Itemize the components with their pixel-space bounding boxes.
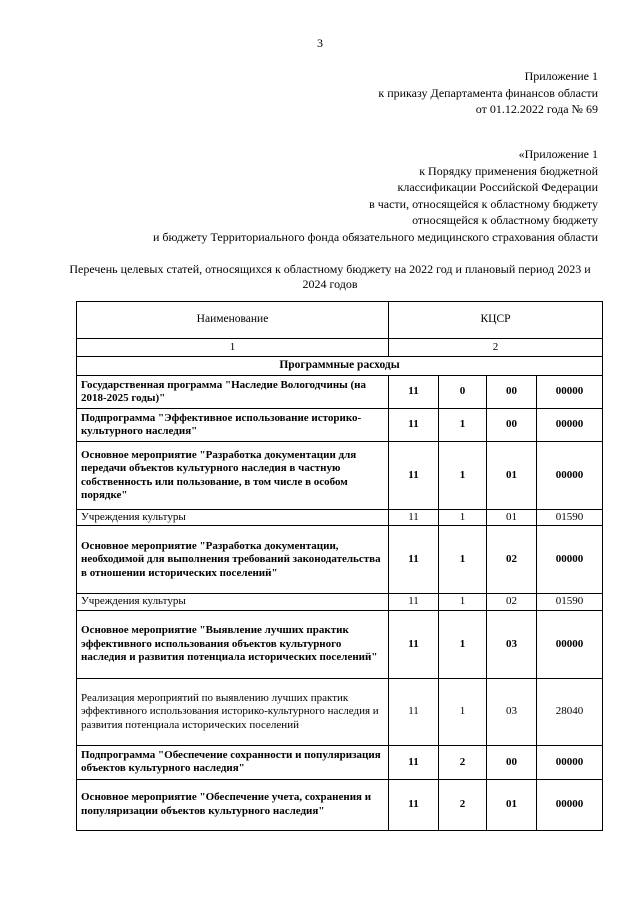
code-part-4: 00000 [537,376,603,409]
row-name: Реализация мероприятий по выявлению лучших практик эффективного использования историко-культурного наследия и развития потенциала исторических поселений [77,678,389,745]
code-part-3: 01 [487,779,537,830]
row-name: Учреждения культуры [77,510,389,526]
code-part-4: 01590 [537,510,603,526]
code-part-1: 11 [389,510,439,526]
code-part-2: 1 [439,510,487,526]
code-part-1: 11 [389,594,439,610]
code-part-2: 1 [439,594,487,610]
code-part-2: 1 [439,442,487,510]
table-row [77,678,603,745]
code-part-1: 11 [389,376,439,409]
code-part-2: 1 [439,526,487,594]
appendix-line: к приказу Департамента финансов области [378,85,598,100]
code-part-4: 00000 [537,745,603,779]
column-number-row [77,339,603,357]
header-name: Наименование [77,302,389,339]
row-name: Государственная программа "Наследие Вологодчины (на 2018-2025 годы)" [77,376,389,409]
header-code: КЦСР [389,302,603,339]
code-part-3: 01 [487,510,537,526]
code-part-3: 03 [487,610,537,678]
code-part-2: 2 [439,779,487,830]
code-part-1: 11 [389,409,439,442]
table-row [77,409,603,442]
code-part-1: 11 [389,678,439,745]
kcsr-table [76,301,603,831]
row-name: Подпрограмма "Эффективное использование историко-культурного наследия" [77,409,389,442]
table-row [77,510,603,526]
row-name: Основное мероприятие "Выявление лучших практик эффективного использования объектов культурного наследия и развития потенциала исторических поселений" [77,610,389,678]
code-part-4: 00000 [537,526,603,594]
row-name: Подпрограмма "Обеспечение сохранности и популяризация объектов культурного наследия" [77,745,389,779]
code-part-2: 1 [439,610,487,678]
appendix-header [378,68,598,118]
row-name: Основное мероприятие "Разработка документации, необходимой для выполнения требований законодательства в отношении исторических поселений" [77,526,389,594]
code-part-3: 00 [487,376,537,409]
section-title: Программные расходы [77,357,603,376]
code-part-3: 01 [487,442,537,510]
code-part-4: 01590 [537,594,603,610]
code-part-4: 28040 [537,678,603,745]
table-row [77,745,603,779]
table-row [77,526,603,594]
page-number: 3 [317,36,323,50]
row-name: Основное мероприятие "Обеспечение учета, сохранения и популяризации объектов культурного наследия" [77,779,389,830]
row-name: Основное мероприятие "Разработка документации для передачи объектов культурного наследия в частную собственность или пользование, в том числе в особом порядке" [77,442,389,510]
code-part-1: 11 [389,779,439,830]
code-part-3: 00 [487,745,537,779]
code-part-3: 03 [487,678,537,745]
table-header-row [77,302,603,339]
table-row [77,610,603,678]
code-part-2: 1 [439,409,487,442]
appendix-reference [153,146,598,245]
column-number-code: 2 [389,339,603,357]
code-part-3: 02 [487,526,537,594]
appendix-ref-line: и бюджету Территориального фонда обязательного медицинского страхования области [152,229,598,244]
column-number-name: 1 [77,339,389,357]
appendix-line: Приложение 1 [524,69,598,83]
section-row [77,357,603,376]
code-part-1: 11 [389,526,439,594]
document-title: Перечень целевых статей, относящихся к областному бюджету на 2022 год и плановый период 2023 и 2024 годов [69,262,591,291]
table-row [77,779,603,830]
code-part-1: 11 [389,610,439,678]
code-part-1: 11 [389,442,439,510]
table-row [77,376,603,409]
code-part-4: 00000 [537,610,603,678]
code-part-4: 00000 [537,442,603,510]
appendix-ref-line: к Порядку применения бюджетной [419,163,598,178]
code-part-3: 00 [487,409,537,442]
code-part-1: 11 [389,745,439,779]
appendix-ref-line: классификации Российской Федерации [397,180,598,194]
code-part-2: 2 [439,745,487,779]
row-name: Учреждения культуры [77,594,389,610]
appendix-ref-line: в части, относящейся к областному бюджету [369,196,598,211]
table-row [77,594,603,610]
appendix-line: от 01.12.2022 года № 69 [475,102,598,116]
code-part-4: 00000 [537,779,603,830]
code-part-2: 0 [439,376,487,409]
code-part-3: 02 [487,594,537,610]
appendix-ref-line: «Приложение 1 [518,147,598,161]
code-part-4: 00000 [537,409,603,442]
appendix-ref-line: относящейся к областному бюджету [412,213,598,227]
code-part-2: 1 [439,678,487,745]
table-row [77,442,603,510]
